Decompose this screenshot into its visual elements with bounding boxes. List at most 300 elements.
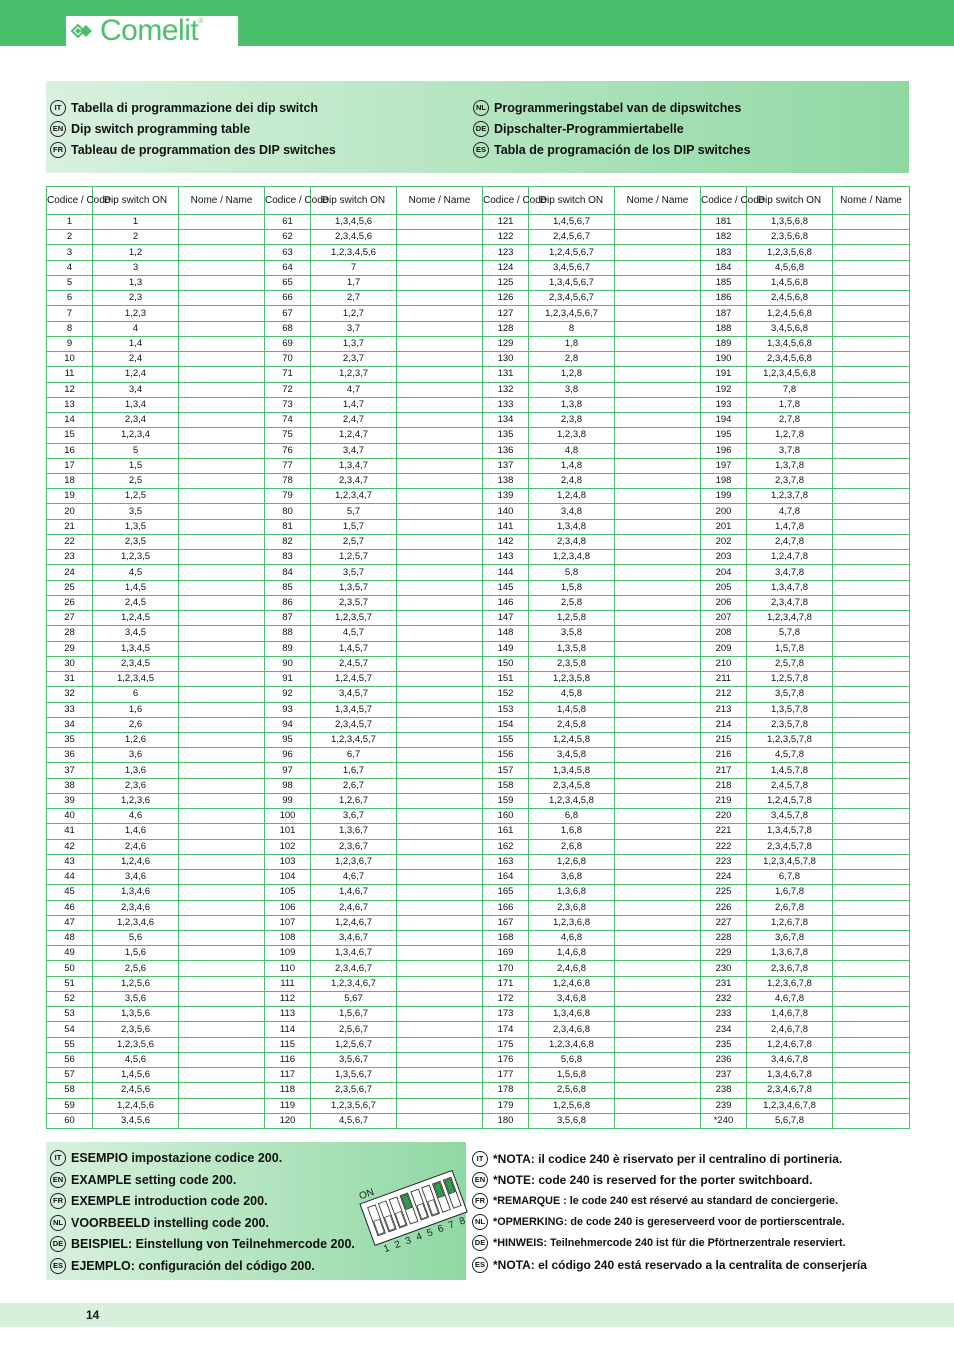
name-field-cell[interactable]	[397, 336, 483, 351]
name-field-cell[interactable]	[397, 397, 483, 412]
name-field-cell[interactable]	[397, 215, 483, 230]
name-field-cell[interactable]	[615, 1037, 701, 1052]
name-field-cell[interactable]	[397, 854, 483, 869]
name-field-cell[interactable]	[615, 900, 701, 915]
name-field-cell[interactable]	[615, 580, 701, 595]
name-field-cell[interactable]	[615, 946, 701, 961]
name-field-cell[interactable]	[615, 489, 701, 504]
name-field-cell[interactable]	[833, 732, 910, 747]
name-field-cell[interactable]	[397, 672, 483, 687]
name-field-cell[interactable]	[397, 1022, 483, 1037]
name-field-cell[interactable]	[833, 1083, 910, 1098]
lang-badge: EN	[472, 1172, 488, 1188]
name-field-cell[interactable]	[615, 931, 701, 946]
dip-switch-cell: 3,5	[93, 504, 179, 519]
code-cell: 100	[265, 809, 311, 824]
dip-switch-cell: 3,5,7,8	[747, 687, 833, 702]
name-field-cell[interactable]	[179, 793, 265, 808]
name-field-cell[interactable]	[833, 336, 910, 351]
name-field-cell[interactable]	[615, 687, 701, 702]
name-field-cell[interactable]	[615, 778, 701, 793]
name-field-cell[interactable]	[397, 260, 483, 275]
name-field-cell[interactable]	[615, 352, 701, 367]
name-field-cell[interactable]	[179, 443, 265, 458]
name-field-cell[interactable]	[179, 870, 265, 885]
name-field-cell[interactable]	[179, 961, 265, 976]
name-field-cell[interactable]	[179, 1113, 265, 1128]
title-text: Programmeringstabel van de dipswitches	[494, 100, 742, 115]
dip-switch-cell: 5	[93, 443, 179, 458]
name-field-cell[interactable]	[179, 824, 265, 839]
name-field-cell[interactable]	[397, 473, 483, 488]
code-cell: 56	[47, 1052, 93, 1067]
name-field-cell[interactable]	[397, 717, 483, 732]
name-field-cell[interactable]	[397, 504, 483, 519]
name-field-cell[interactable]	[179, 946, 265, 961]
name-field-cell[interactable]	[179, 473, 265, 488]
name-field-cell[interactable]	[179, 1007, 265, 1022]
name-field-cell[interactable]	[397, 443, 483, 458]
name-field-cell[interactable]	[179, 672, 265, 687]
table-row	[47, 595, 910, 610]
lang-badge: ES	[50, 1258, 66, 1274]
name-field-cell[interactable]	[179, 519, 265, 534]
dip-switch-cell: 2,5,6	[93, 961, 179, 976]
table-row	[47, 565, 910, 580]
code-cell: 122	[483, 230, 529, 245]
name-field-cell[interactable]	[615, 1113, 701, 1128]
name-field-cell[interactable]	[397, 321, 483, 336]
name-field-cell[interactable]	[615, 428, 701, 443]
name-field-cell[interactable]	[397, 611, 483, 626]
example-line	[50, 1193, 268, 1209]
name-field-cell[interactable]	[615, 230, 701, 245]
name-field-cell[interactable]	[833, 763, 910, 778]
name-field-cell[interactable]	[833, 961, 910, 976]
name-field-cell[interactable]	[397, 793, 483, 808]
code-cell: 131	[483, 367, 529, 382]
name-field-cell[interactable]	[179, 413, 265, 428]
name-field-cell[interactable]	[397, 595, 483, 610]
code-cell: 220	[701, 809, 747, 824]
name-field-cell[interactable]	[833, 473, 910, 488]
name-field-cell[interactable]	[615, 473, 701, 488]
name-field-cell[interactable]	[615, 809, 701, 824]
name-field-cell[interactable]	[397, 976, 483, 991]
name-field-cell[interactable]	[833, 793, 910, 808]
name-field-cell[interactable]	[397, 534, 483, 549]
name-field-cell[interactable]	[397, 367, 483, 382]
name-field-cell[interactable]	[615, 291, 701, 306]
code-cell: 10	[47, 352, 93, 367]
name-field-cell[interactable]	[179, 230, 265, 245]
dip-switch-cell: 2,5,6,7	[311, 1022, 397, 1037]
dip-switch-cell: 1,5,7	[311, 519, 397, 534]
name-field-cell[interactable]	[615, 991, 701, 1006]
name-field-cell[interactable]	[179, 382, 265, 397]
name-field-cell[interactable]	[833, 611, 910, 626]
name-field-cell[interactable]	[397, 732, 483, 747]
name-field-cell[interactable]	[397, 824, 483, 839]
code-cell: 218	[701, 778, 747, 793]
name-field-cell[interactable]	[833, 1113, 910, 1128]
name-field-cell[interactable]	[615, 961, 701, 976]
name-field-cell[interactable]	[615, 504, 701, 519]
name-field-cell[interactable]	[397, 991, 483, 1006]
dip-switch-cell: 1,5,6,8	[529, 1068, 615, 1083]
name-field-cell[interactable]	[833, 931, 910, 946]
name-field-cell[interactable]	[397, 1007, 483, 1022]
name-field-cell[interactable]	[833, 1068, 910, 1083]
name-field-cell[interactable]	[179, 763, 265, 778]
title-line	[50, 97, 336, 118]
code-cell: 121	[483, 215, 529, 230]
name-field-cell[interactable]	[833, 595, 910, 610]
name-field-cell[interactable]	[179, 931, 265, 946]
name-field-cell[interactable]	[833, 489, 910, 504]
name-field-cell[interactable]	[615, 748, 701, 763]
name-field-cell[interactable]	[833, 809, 910, 824]
name-field-cell[interactable]	[615, 275, 701, 290]
name-field-cell[interactable]	[179, 854, 265, 869]
name-field-cell[interactable]	[179, 1037, 265, 1052]
name-field-cell[interactable]	[833, 534, 910, 549]
dip-switch-cell: 1,2,3,4,5,6,8	[747, 367, 833, 382]
name-field-cell[interactable]	[397, 1113, 483, 1128]
name-field-cell[interactable]	[833, 352, 910, 367]
name-field-cell[interactable]	[833, 382, 910, 397]
name-field-cell[interactable]	[179, 839, 265, 854]
name-field-cell[interactable]	[615, 519, 701, 534]
name-field-cell[interactable]	[833, 367, 910, 382]
name-field-cell[interactable]	[397, 1098, 483, 1113]
name-field-cell[interactable]	[615, 672, 701, 687]
dip-switch-cell: 1,3,4,5,6,8	[747, 336, 833, 351]
name-field-cell[interactable]	[615, 550, 701, 565]
name-field-cell[interactable]	[397, 306, 483, 321]
name-field-cell[interactable]	[179, 1083, 265, 1098]
name-field-cell[interactable]	[833, 413, 910, 428]
name-field-cell[interactable]	[179, 565, 265, 580]
name-field-cell[interactable]	[833, 275, 910, 290]
name-field-cell[interactable]	[615, 1007, 701, 1022]
name-field-cell[interactable]	[833, 626, 910, 641]
name-field-cell[interactable]	[397, 885, 483, 900]
dip-switch-cell: 2,6,7,8	[747, 900, 833, 915]
name-field-cell[interactable]	[615, 215, 701, 230]
name-field-cell[interactable]	[179, 1098, 265, 1113]
name-field-cell[interactable]	[833, 915, 910, 930]
dip-switch-cell: 1,2,5,6	[93, 976, 179, 991]
name-field-cell[interactable]	[615, 245, 701, 260]
name-field-cell[interactable]	[397, 626, 483, 641]
name-field-cell[interactable]	[615, 413, 701, 428]
name-field-cell[interactable]	[615, 793, 701, 808]
lang-badge: IT	[50, 100, 66, 116]
name-field-cell[interactable]	[397, 656, 483, 671]
name-field-cell[interactable]	[397, 275, 483, 290]
name-field-cell[interactable]	[397, 1052, 483, 1067]
name-field-cell[interactable]	[615, 976, 701, 991]
name-field-cell[interactable]	[397, 458, 483, 473]
name-field-cell[interactable]	[179, 687, 265, 702]
name-field-cell[interactable]	[179, 778, 265, 793]
name-field-cell[interactable]	[833, 854, 910, 869]
name-field-cell[interactable]	[615, 397, 701, 412]
dip-switch-cell: 1,2,3,6,7	[311, 854, 397, 869]
name-field-cell[interactable]	[397, 489, 483, 504]
name-field-cell[interactable]	[179, 215, 265, 230]
dip-switch-cell: 1,5	[93, 458, 179, 473]
name-field-cell[interactable]	[615, 1098, 701, 1113]
name-field-cell[interactable]	[833, 397, 910, 412]
name-field-cell[interactable]	[397, 839, 483, 854]
name-field-cell[interactable]	[397, 291, 483, 306]
name-field-cell[interactable]	[615, 1083, 701, 1098]
title-column-right	[473, 97, 751, 160]
name-field-cell[interactable]	[615, 458, 701, 473]
name-field-cell[interactable]	[833, 550, 910, 565]
name-field-cell[interactable]	[615, 382, 701, 397]
table-row	[47, 580, 910, 595]
name-field-cell[interactable]	[179, 915, 265, 930]
name-field-cell[interactable]	[615, 336, 701, 351]
name-field-cell[interactable]	[833, 1007, 910, 1022]
name-field-cell[interactable]	[833, 702, 910, 717]
name-field-cell[interactable]	[615, 839, 701, 854]
name-field-cell[interactable]	[397, 748, 483, 763]
name-field-cell[interactable]	[179, 1052, 265, 1067]
note-line	[472, 1190, 867, 1211]
name-field-cell[interactable]	[179, 260, 265, 275]
name-field-cell[interactable]	[615, 763, 701, 778]
name-field-cell[interactable]	[179, 489, 265, 504]
name-field-cell[interactable]	[833, 778, 910, 793]
name-field-cell[interactable]	[833, 1098, 910, 1113]
name-field-cell[interactable]	[179, 900, 265, 915]
name-field-cell[interactable]	[615, 732, 701, 747]
name-field-cell[interactable]	[397, 1068, 483, 1083]
name-field-cell[interactable]	[397, 413, 483, 428]
name-field-cell[interactable]	[397, 580, 483, 595]
code-cell: 66	[265, 291, 311, 306]
name-field-cell[interactable]	[179, 504, 265, 519]
name-field-cell[interactable]	[833, 672, 910, 687]
name-field-cell[interactable]	[397, 687, 483, 702]
name-field-cell[interactable]	[833, 245, 910, 260]
name-field-cell[interactable]	[615, 534, 701, 549]
name-field-cell[interactable]	[615, 717, 701, 732]
name-field-cell[interactable]	[397, 946, 483, 961]
name-field-cell[interactable]	[833, 580, 910, 595]
name-field-cell[interactable]	[179, 458, 265, 473]
name-field-cell[interactable]	[833, 504, 910, 519]
name-field-cell[interactable]	[615, 260, 701, 275]
name-field-cell[interactable]	[179, 550, 265, 565]
name-field-cell[interactable]	[615, 443, 701, 458]
name-field-cell[interactable]	[397, 763, 483, 778]
name-field-cell[interactable]	[397, 809, 483, 824]
example-text: BEISPIEL: Einstellung von Teilnehmercode 200.	[71, 1237, 355, 1251]
name-field-cell[interactable]	[397, 915, 483, 930]
dip-switch-cell: 1,4,7,8	[747, 519, 833, 534]
name-field-cell[interactable]	[833, 1022, 910, 1037]
name-field-cell[interactable]	[833, 458, 910, 473]
name-field-cell[interactable]	[833, 946, 910, 961]
dip-switch-cell: 2,3,8	[529, 413, 615, 428]
dip-switch-cell: 1,3,4,5,7,8	[747, 824, 833, 839]
name-field-cell[interactable]	[179, 976, 265, 991]
dip-switch-cell: 8	[529, 321, 615, 336]
dip-switch-cell: 2,4,5	[93, 595, 179, 610]
code-cell: 19	[47, 489, 93, 504]
name-field-cell[interactable]	[615, 854, 701, 869]
name-field-cell[interactable]	[833, 824, 910, 839]
name-field-cell[interactable]	[179, 748, 265, 763]
dip-switch-cell: 1,2,3,4	[93, 428, 179, 443]
code-cell: 23	[47, 550, 93, 565]
name-field-cell[interactable]	[833, 839, 910, 854]
name-field-cell[interactable]	[179, 580, 265, 595]
table-header-row	[47, 187, 910, 215]
name-field-cell[interactable]	[179, 991, 265, 1006]
name-field-cell[interactable]	[179, 367, 265, 382]
name-field-cell[interactable]	[397, 519, 483, 534]
name-field-cell[interactable]	[179, 626, 265, 641]
name-field-cell[interactable]	[833, 717, 910, 732]
name-field-cell[interactable]	[397, 352, 483, 367]
name-field-cell[interactable]	[179, 291, 265, 306]
name-field-cell[interactable]	[397, 382, 483, 397]
name-field-cell[interactable]	[833, 748, 910, 763]
name-field-cell[interactable]	[833, 306, 910, 321]
dip-switch-cell: 2,5,7	[311, 534, 397, 549]
name-field-cell[interactable]	[833, 870, 910, 885]
name-field-cell[interactable]	[179, 428, 265, 443]
name-field-cell[interactable]	[615, 870, 701, 885]
name-field-cell[interactable]	[833, 519, 910, 534]
name-field-cell[interactable]	[397, 230, 483, 245]
name-field-cell[interactable]	[833, 885, 910, 900]
name-field-cell[interactable]	[615, 565, 701, 580]
name-field-cell[interactable]	[397, 931, 483, 946]
code-cell: 141	[483, 519, 529, 534]
name-field-cell[interactable]	[833, 991, 910, 1006]
name-field-cell[interactable]	[833, 260, 910, 275]
name-field-cell[interactable]	[615, 702, 701, 717]
name-field-cell[interactable]	[833, 215, 910, 230]
name-field-cell[interactable]	[615, 626, 701, 641]
name-field-cell[interactable]	[397, 428, 483, 443]
code-cell: 230	[701, 961, 747, 976]
name-field-cell[interactable]	[833, 443, 910, 458]
name-field-cell[interactable]	[397, 961, 483, 976]
name-field-cell[interactable]	[179, 275, 265, 290]
name-field-cell[interactable]	[179, 656, 265, 671]
name-field-cell[interactable]	[615, 641, 701, 656]
code-cell: 234	[701, 1022, 747, 1037]
dip-switch-cell: 1,2,5,7,8	[747, 672, 833, 687]
name-field-cell[interactable]	[615, 306, 701, 321]
name-field-cell[interactable]	[397, 245, 483, 260]
name-field-cell[interactable]	[833, 565, 910, 580]
name-field-cell[interactable]	[615, 367, 701, 382]
code-cell: 191	[701, 367, 747, 382]
name-field-cell[interactable]	[615, 321, 701, 336]
table-row	[47, 915, 910, 930]
name-field-cell[interactable]	[179, 595, 265, 610]
name-field-cell[interactable]	[615, 824, 701, 839]
name-field-cell[interactable]	[833, 291, 910, 306]
name-field-cell[interactable]	[179, 352, 265, 367]
name-field-cell[interactable]	[397, 870, 483, 885]
name-field-cell[interactable]	[615, 656, 701, 671]
name-field-cell[interactable]	[179, 702, 265, 717]
name-field-cell[interactable]	[179, 717, 265, 732]
name-field-cell[interactable]	[179, 245, 265, 260]
name-field-cell[interactable]	[615, 915, 701, 930]
name-field-cell[interactable]	[179, 397, 265, 412]
name-field-cell[interactable]	[615, 611, 701, 626]
dip-switch-cell: 2,5	[93, 473, 179, 488]
name-field-cell[interactable]	[397, 1083, 483, 1098]
name-field-cell[interactable]	[397, 900, 483, 915]
name-field-cell[interactable]	[833, 687, 910, 702]
name-field-cell[interactable]	[833, 641, 910, 656]
dip-switch-cell: 3,5,6,7	[311, 1052, 397, 1067]
name-field-cell[interactable]	[397, 550, 483, 565]
name-field-cell[interactable]	[397, 565, 483, 580]
name-field-cell[interactable]	[179, 1068, 265, 1083]
name-field-cell[interactable]	[179, 885, 265, 900]
name-field-cell[interactable]	[179, 321, 265, 336]
name-field-cell[interactable]	[179, 732, 265, 747]
dip-switch-cell: 1,2,6,8	[529, 854, 615, 869]
name-field-cell[interactable]	[179, 306, 265, 321]
name-field-cell[interactable]	[179, 1022, 265, 1037]
name-field-cell[interactable]	[833, 1037, 910, 1052]
name-field-cell[interactable]	[833, 1052, 910, 1067]
name-field-cell[interactable]	[833, 321, 910, 336]
example-line	[50, 1258, 315, 1274]
title-line	[473, 139, 751, 160]
name-field-cell[interactable]	[833, 428, 910, 443]
dip-switch-cell: 3,4,5,8	[529, 748, 615, 763]
name-field-cell[interactable]	[833, 230, 910, 245]
name-field-cell[interactable]	[615, 1052, 701, 1067]
name-field-cell[interactable]	[615, 595, 701, 610]
name-field-cell[interactable]	[397, 778, 483, 793]
dip-switch-cell: 3,6,7,8	[747, 931, 833, 946]
name-field-cell[interactable]	[833, 900, 910, 915]
name-field-cell[interactable]	[179, 611, 265, 626]
name-field-cell[interactable]	[397, 702, 483, 717]
name-field-cell[interactable]	[833, 656, 910, 671]
dip-switch-cell: 1,4,6,7	[311, 885, 397, 900]
name-field-cell[interactable]	[397, 1037, 483, 1052]
code-cell: 68	[265, 321, 311, 336]
name-field-cell[interactable]	[179, 534, 265, 549]
name-field-cell[interactable]	[179, 809, 265, 824]
table-row	[47, 900, 910, 915]
name-field-cell[interactable]	[397, 641, 483, 656]
name-field-cell[interactable]	[615, 885, 701, 900]
name-field-cell[interactable]	[179, 336, 265, 351]
name-field-cell[interactable]	[179, 641, 265, 656]
name-field-cell[interactable]	[833, 976, 910, 991]
name-field-cell[interactable]	[615, 1068, 701, 1083]
name-field-cell[interactable]	[615, 1022, 701, 1037]
